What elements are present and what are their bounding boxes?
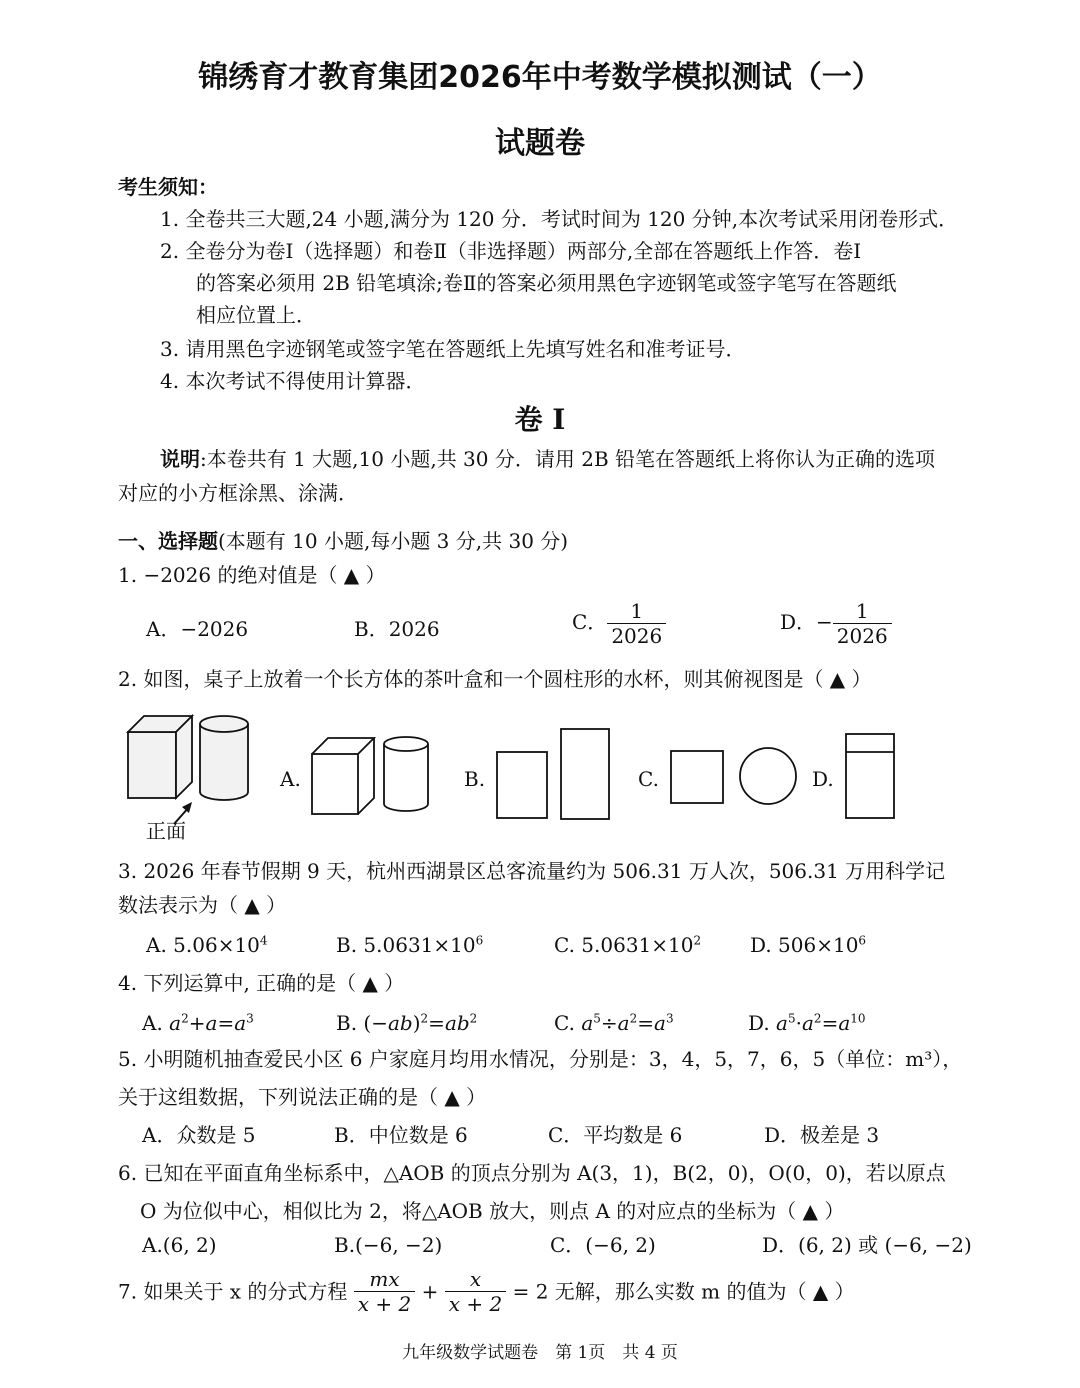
q1-option-d-prefix: D．− — [780, 610, 833, 634]
q5-line-1: 5. 小明随机抽查爱民小区 6 户家庭月均用水情况，分别是：3，4，5，7，6，5（单位：m³）， — [118, 1047, 963, 1071]
volume-note-line-1 — [160, 446, 935, 472]
q3-option-b — [336, 932, 483, 958]
q2-option-a-figure — [306, 728, 446, 820]
fraction-numerator: mx — [369, 1267, 400, 1291]
q5-option-d: D．极差是 3 — [764, 1123, 880, 1147]
q3-option-a-exponent: 4 — [259, 933, 268, 948]
volume-title: 卷 Ⅰ — [514, 403, 566, 436]
q4-option-d: D. $a^5\cdot a^2=a^{10}$ — [748, 1011, 866, 1035]
q6-option-a: A.(6, 2) — [142, 1233, 217, 1257]
q3-option-c-exponent: 2 — [693, 933, 702, 948]
q7-plus: + — [421, 1279, 439, 1304]
volume-note-text: :本卷共有 1 大题,10 小题,共 30 分．请用 2B 铅笔在答题纸上将你认为正确的选项 — [200, 447, 935, 471]
q3-option-b-base: B. 5.0631×10 — [336, 933, 476, 957]
fraction-denominator: 2026 — [833, 623, 892, 647]
notice-item-2-cont-1: 的答案必须用 2B 铅笔填涂;卷Ⅱ的答案必须用黑色字迹钢笔或签字笔写在答题纸 — [196, 271, 897, 295]
q2-option-b-label: B. — [464, 767, 486, 791]
fraction-denominator: x + 2 — [354, 1291, 415, 1315]
q2-option-c-figure — [668, 746, 800, 806]
q7-suffix: = 2 无解，那么实数 m 的值为（ ▲ ） — [512, 1279, 855, 1304]
q2-option-c-label: C. — [638, 767, 659, 791]
q4-stem: 4. 下列运算中, 正确的是（ ▲ ） — [118, 971, 405, 995]
q5-option-a: A．众数是 5 — [142, 1123, 256, 1147]
q1-stem: 1. −2026 的绝对值是（ ▲ ） — [118, 563, 386, 587]
q3-line-1: 3. 2026 年春节假期 9 天，杭州西湖景区总客流量约为 506.31 万人次，506.31 万用科学记 — [118, 859, 946, 883]
q1-option-b: B．2026 — [354, 617, 440, 641]
notice-heading: 考生须知： — [118, 175, 218, 199]
q3-option-c — [554, 932, 701, 958]
q5-option-c: C．平均数是 6 — [548, 1123, 683, 1147]
q1-option-d — [780, 600, 892, 647]
exam-title: 锦绣育才教育集团2026年中考数学模拟测试（一） — [198, 60, 882, 95]
q5-option-b: B．中位数是 6 — [334, 1123, 468, 1147]
q3-option-d — [750, 932, 866, 958]
notice-item-2: 2. 全卷分为卷Ⅰ（选择题）和卷Ⅱ（非选择题）两部分,全部在答题纸上作答．卷Ⅰ — [160, 239, 862, 263]
q4-option-b-label: B. — [336, 1011, 358, 1035]
q6-option-b: B.(−6, −2) — [334, 1233, 443, 1257]
fraction-denominator: 2026 — [607, 623, 666, 647]
q4-option-a: A. $a^2+a=a^3$ — [142, 1011, 254, 1035]
q4-option-c-label: C. — [554, 1011, 575, 1035]
fraction-numerator: 1 — [630, 599, 644, 623]
q7-fraction-2 — [445, 1268, 506, 1315]
q1-option-c — [572, 600, 666, 647]
q6-option-d: D．(6, 2) 或 (−6, −2) — [762, 1233, 972, 1257]
q3-option-b-exponent: 6 — [475, 933, 484, 948]
notice-item-2-cont-2: 相应位置上． — [196, 303, 316, 327]
q1-option-d-fraction — [833, 600, 892, 647]
q3-option-a-base: A. 5.06×10 — [146, 933, 260, 957]
q7-line — [118, 1268, 855, 1315]
q2-option-d-figure — [842, 730, 898, 822]
q2-option-a-label: A. — [280, 767, 301, 791]
q3-line-2: 数法表示为（ ▲ ） — [118, 893, 287, 917]
q2-option-b-figure — [494, 726, 614, 822]
q7-fraction-1 — [354, 1268, 415, 1315]
q4-option-c: C. $a^5\div a^2=a^3$ — [554, 1011, 674, 1035]
q2-option-d-label: D. — [812, 767, 834, 791]
section-desc: (本题有 10 小题,每小题 3 分,共 30 分) — [218, 529, 569, 553]
q1-option-c-prefix: C． — [572, 610, 608, 634]
notice-item-4: 4. 本次考试不得使用计算器． — [160, 369, 426, 393]
q4-option-b: B. $(-ab)^2=ab^2$ — [336, 1011, 478, 1035]
q4-option-a-label: A. — [142, 1011, 163, 1035]
q3-option-d-base: D. 506×10 — [750, 933, 859, 957]
volume-note-line-2: 对应的小方框涂黑、涂满． — [118, 481, 358, 505]
q7-prefix: 7. 如果关于 x 的分式方程 — [118, 1279, 348, 1304]
q5-line-2: 关于这组数据，下列说法正确的是（ ▲ ） — [118, 1085, 487, 1109]
notice-item-1: 1. 全卷共三大题,24 小题,满分为 120 分．考试时间为 120 分钟,本次考试采用闭卷形式． — [160, 207, 959, 231]
fraction-numerator: x — [469, 1267, 482, 1291]
section-heading — [118, 528, 568, 554]
q6-option-c: C．(−6, 2) — [550, 1233, 656, 1257]
volume-note-label: 说明 — [160, 447, 200, 471]
q6-line-2: O 为位似中心，相似比为 2，将△AOB 放大，则点 A 的对应点的坐标为（ ▲ ） — [140, 1199, 845, 1223]
q1-option-a: A．−2026 — [146, 617, 249, 641]
q3-option-d-exponent: 6 — [858, 933, 867, 948]
page-footer: 九年级数学试题卷 第 1页 共 4 页 — [402, 1343, 678, 1363]
q2-front-label: 正面 — [146, 819, 186, 843]
q3-option-a — [146, 932, 268, 958]
section-label: 一、选择题 — [118, 529, 218, 553]
fraction-denominator: x + 2 — [445, 1291, 506, 1315]
q1-option-c-fraction — [607, 600, 666, 647]
exam-subtitle: 试题卷 — [495, 126, 585, 161]
fraction-numerator: 1 — [855, 599, 869, 623]
q2-stem: 2. 如图，桌子上放着一个长方体的茶叶盒和一个圆柱形的水杯，则其俯视图是（ ▲ ） — [118, 667, 872, 691]
q6-line-1: 6. 已知在平面直角坐标系中，△AOB 的顶点分别为 A(3，1)，B(2，0)，O(0，0)，若以原点 — [118, 1161, 946, 1185]
q4-option-d-label: D. — [748, 1011, 770, 1035]
notice-item-3: 3. 请用黑色字迹钢笔或签字笔在答题纸上先填写姓名和准考证号． — [160, 337, 746, 361]
q3-option-c-base: C. 5.0631×10 — [554, 933, 694, 957]
